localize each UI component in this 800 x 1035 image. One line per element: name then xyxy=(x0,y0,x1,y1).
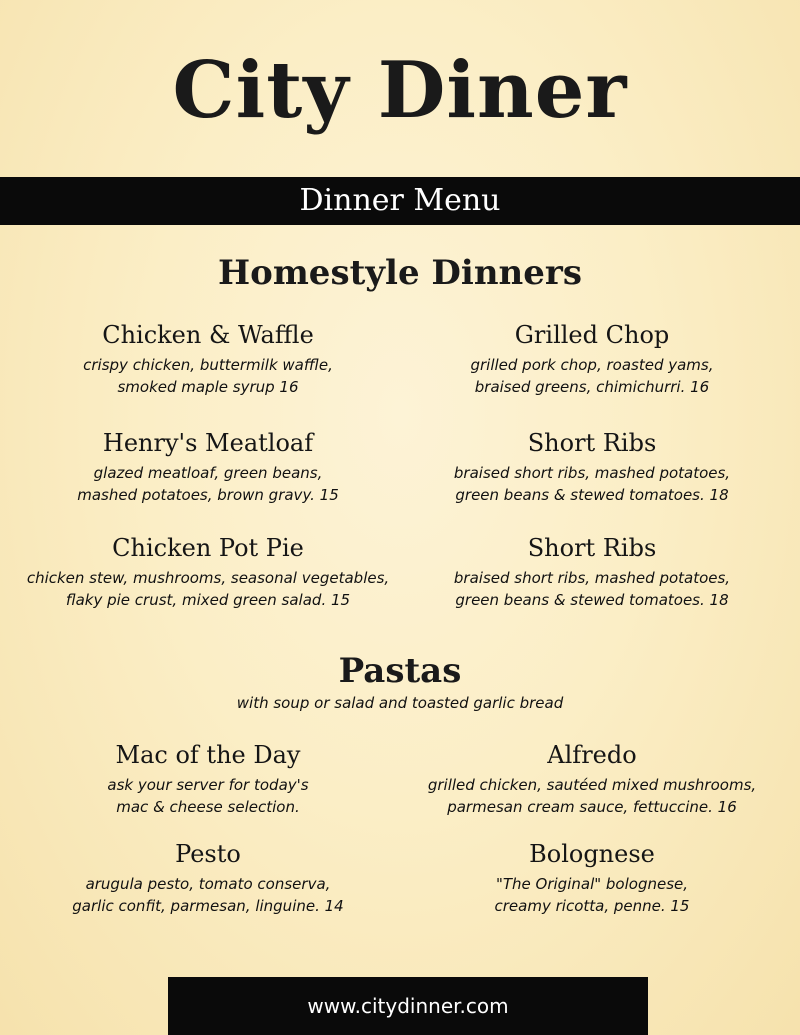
menu-title: Dinner Menu xyxy=(299,183,501,218)
menu-item-name: Short Ribs xyxy=(527,534,657,562)
menu-item-name: Bolognese xyxy=(529,840,655,868)
menu-item-desc: chicken stew, mushrooms, seasonal vegetables, xyxy=(26,569,390,587)
website-link[interactable]: www.citydinner.com xyxy=(307,994,509,1018)
menu-item-name: Grilled Chop xyxy=(514,321,670,349)
menu-item-desc: garlic confit, parmesan, linguine. 14 xyxy=(72,897,344,915)
menu-item-name: Chicken Pot Pie xyxy=(112,534,304,562)
menu-item xyxy=(402,320,782,398)
menu-item-desc: grilled chicken, sautéed mixed mushrooms, xyxy=(427,776,757,794)
menu-item xyxy=(18,839,398,917)
menu-item-desc: mac & cheese selection. xyxy=(116,798,300,816)
menu-item xyxy=(18,533,398,611)
menu-item-desc: arugula pesto, tomato conserva, xyxy=(85,875,331,893)
menu-item-name: Pesto xyxy=(175,840,241,868)
menu-item-name: Mac of the Day xyxy=(115,741,301,769)
menu-item-desc: green beans & stewed tomatoes. 18 xyxy=(455,486,729,504)
menu-item-name: Short Ribs xyxy=(527,429,657,457)
menu-item-desc: grilled pork chop, roasted yams, xyxy=(470,356,714,374)
section-title-homestyle: Homestyle Dinners xyxy=(218,253,582,293)
menu-item-desc: braised greens, chimichurri. 16 xyxy=(474,378,710,396)
menu-item-desc: ask your server for today's xyxy=(107,776,309,794)
menu-item-name: Alfredo xyxy=(547,741,637,769)
menu-item-name: Henry's Meatloaf xyxy=(102,429,314,457)
menu-item-desc: flaky pie crust, mixed green salad. 15 xyxy=(65,591,351,609)
menu-item-desc: "The Original" bolognese, xyxy=(495,875,689,893)
menu-item-desc: creamy ricotta, penne. 15 xyxy=(494,897,690,915)
menu-item-desc: braised short ribs, mashed potatoes, xyxy=(453,569,731,587)
menu-item xyxy=(402,533,782,611)
section-title-pastas: Pastas xyxy=(338,651,462,691)
restaurant-name: City Diner xyxy=(172,45,628,136)
menu-item xyxy=(402,839,782,917)
menu-item-desc: crispy chicken, buttermilk waffle, xyxy=(83,356,333,374)
website-banner xyxy=(168,977,648,1035)
menu-title-banner xyxy=(0,177,800,225)
menu-item xyxy=(18,740,398,818)
menu-item-desc: braised short ribs, mashed potatoes, xyxy=(453,464,731,482)
menu-item-desc: mashed potatoes, brown gravy. 15 xyxy=(77,486,339,504)
menu-item xyxy=(18,428,398,506)
menu-item xyxy=(402,428,782,506)
menu-item-desc: glazed meatloaf, green beans, xyxy=(93,464,323,482)
menu-item-desc: green beans & stewed tomatoes. 18 xyxy=(455,591,729,609)
menu-item-desc: parmesan cream sauce, fettuccine. 16 xyxy=(447,798,737,816)
menu-item xyxy=(18,320,398,398)
menu-item-desc: smoked maple syrup 16 xyxy=(117,378,299,396)
menu-item xyxy=(402,740,782,818)
section-subtitle: with soup or salad and toasted garlic bread xyxy=(236,694,564,712)
menu-item-name: Chicken & Waffle xyxy=(102,321,314,349)
